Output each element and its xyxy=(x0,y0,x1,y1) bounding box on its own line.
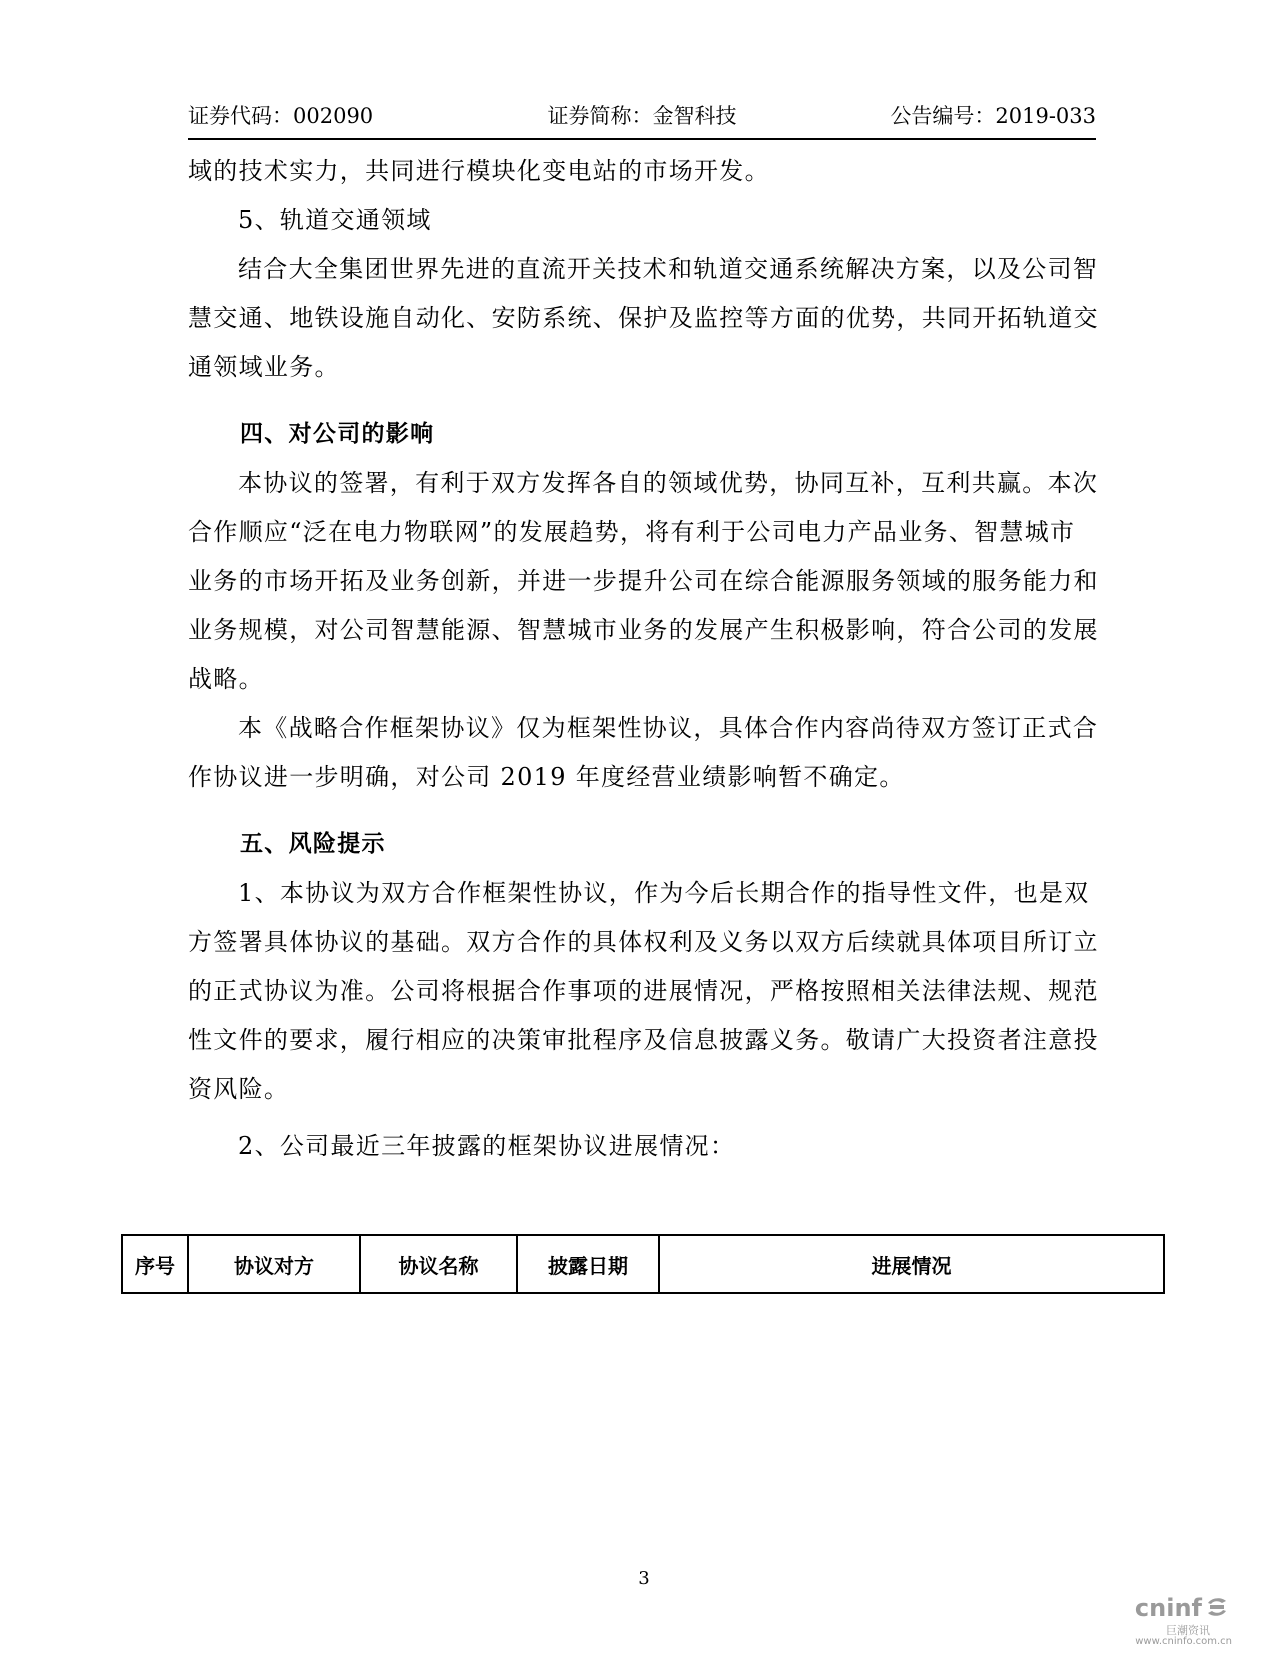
cninfo-logo xyxy=(1112,1594,1232,1650)
paragraph-risk-2: 2、公司最近三年披露的框架协议进展情况： xyxy=(238,1132,736,1160)
cninfo-swirl-icon xyxy=(1204,1596,1230,1618)
section-heading-risk: 五、风险提示 xyxy=(240,831,386,857)
col-header-agreement-name: 协议名称 xyxy=(360,1235,517,1293)
paragraph-continued: 域的技术实力，共同进行模块化变电站的市场开发。 xyxy=(188,157,770,185)
logo-chinese-name: 巨潮资讯 xyxy=(1166,1624,1210,1637)
paragraph-impact-2: 本《战略合作框架协议》仅为框架性协议，具体合作内容尚待双方签订正式合作协议进一步明确，对公司 2019 年度经营业绩影响暂不确定。 xyxy=(188,714,1099,791)
col-header-disclosure-date: 披露日期 xyxy=(517,1235,659,1293)
page-number: 3 xyxy=(638,1568,650,1589)
page-header xyxy=(188,94,1096,140)
document-body xyxy=(188,147,1100,1171)
paragraph-impact-1: 本协议的签署，有利于双方发挥各自的领域优势，协同互补，互利共赢。本次合作顺应“泛在电力物联网”的发展趋势，将有利于公司电力产品业务、智慧城市业务的市场开拓及业务创新，并进一步提升公司在综合能源服务领域的服务能力和业务规模，对公司智慧能源、智慧城市业务的发展产生积极影响，符合公司的发展战略。 xyxy=(188,469,1099,693)
subsection-title-rail-transit: 5、轨道交通领域 xyxy=(238,206,432,234)
announcement-number: 公告编号：2019-033 xyxy=(890,104,1096,128)
logo-text: cninf xyxy=(1134,1594,1202,1622)
paragraph-risk-1: 1、本协议为双方合作框架性协议，作为今后长期合作的指导性文件，也是双方签署具体协议的基础。双方合作的具体权利及义务以双方后续就具体项目所订立的正式协议为准。公司将根据合作事项的进展情况，严格按照相关法律法规、规范性文件的要求，履行相应的决策审批程序及信息披露义务。敬请广大投资者注意投资风险。 xyxy=(188,879,1099,1103)
table-header-row xyxy=(122,1235,1164,1293)
section-heading-impact: 四、对公司的影响 xyxy=(240,421,435,447)
col-header-progress: 进展情况 xyxy=(659,1235,1164,1293)
framework-agreement-table xyxy=(121,1234,1165,1294)
stock-short-name: 证券简称：金智科技 xyxy=(547,104,737,128)
logo-url: www.cninfo.com.cn xyxy=(1135,1636,1232,1647)
paragraph-rail-transit: 结合大全集团世界先进的直流开关技术和轨道交通系统解决方案，以及公司智慧交通、地铁设施自动化、安防系统、保护及监控等方面的优势，共同开拓轨道交通领域业务。 xyxy=(188,255,1099,381)
col-header-serial: 序号 xyxy=(122,1235,188,1293)
col-header-counterparty: 协议对方 xyxy=(188,1235,360,1293)
stock-code: 证券代码：002090 xyxy=(188,104,374,128)
